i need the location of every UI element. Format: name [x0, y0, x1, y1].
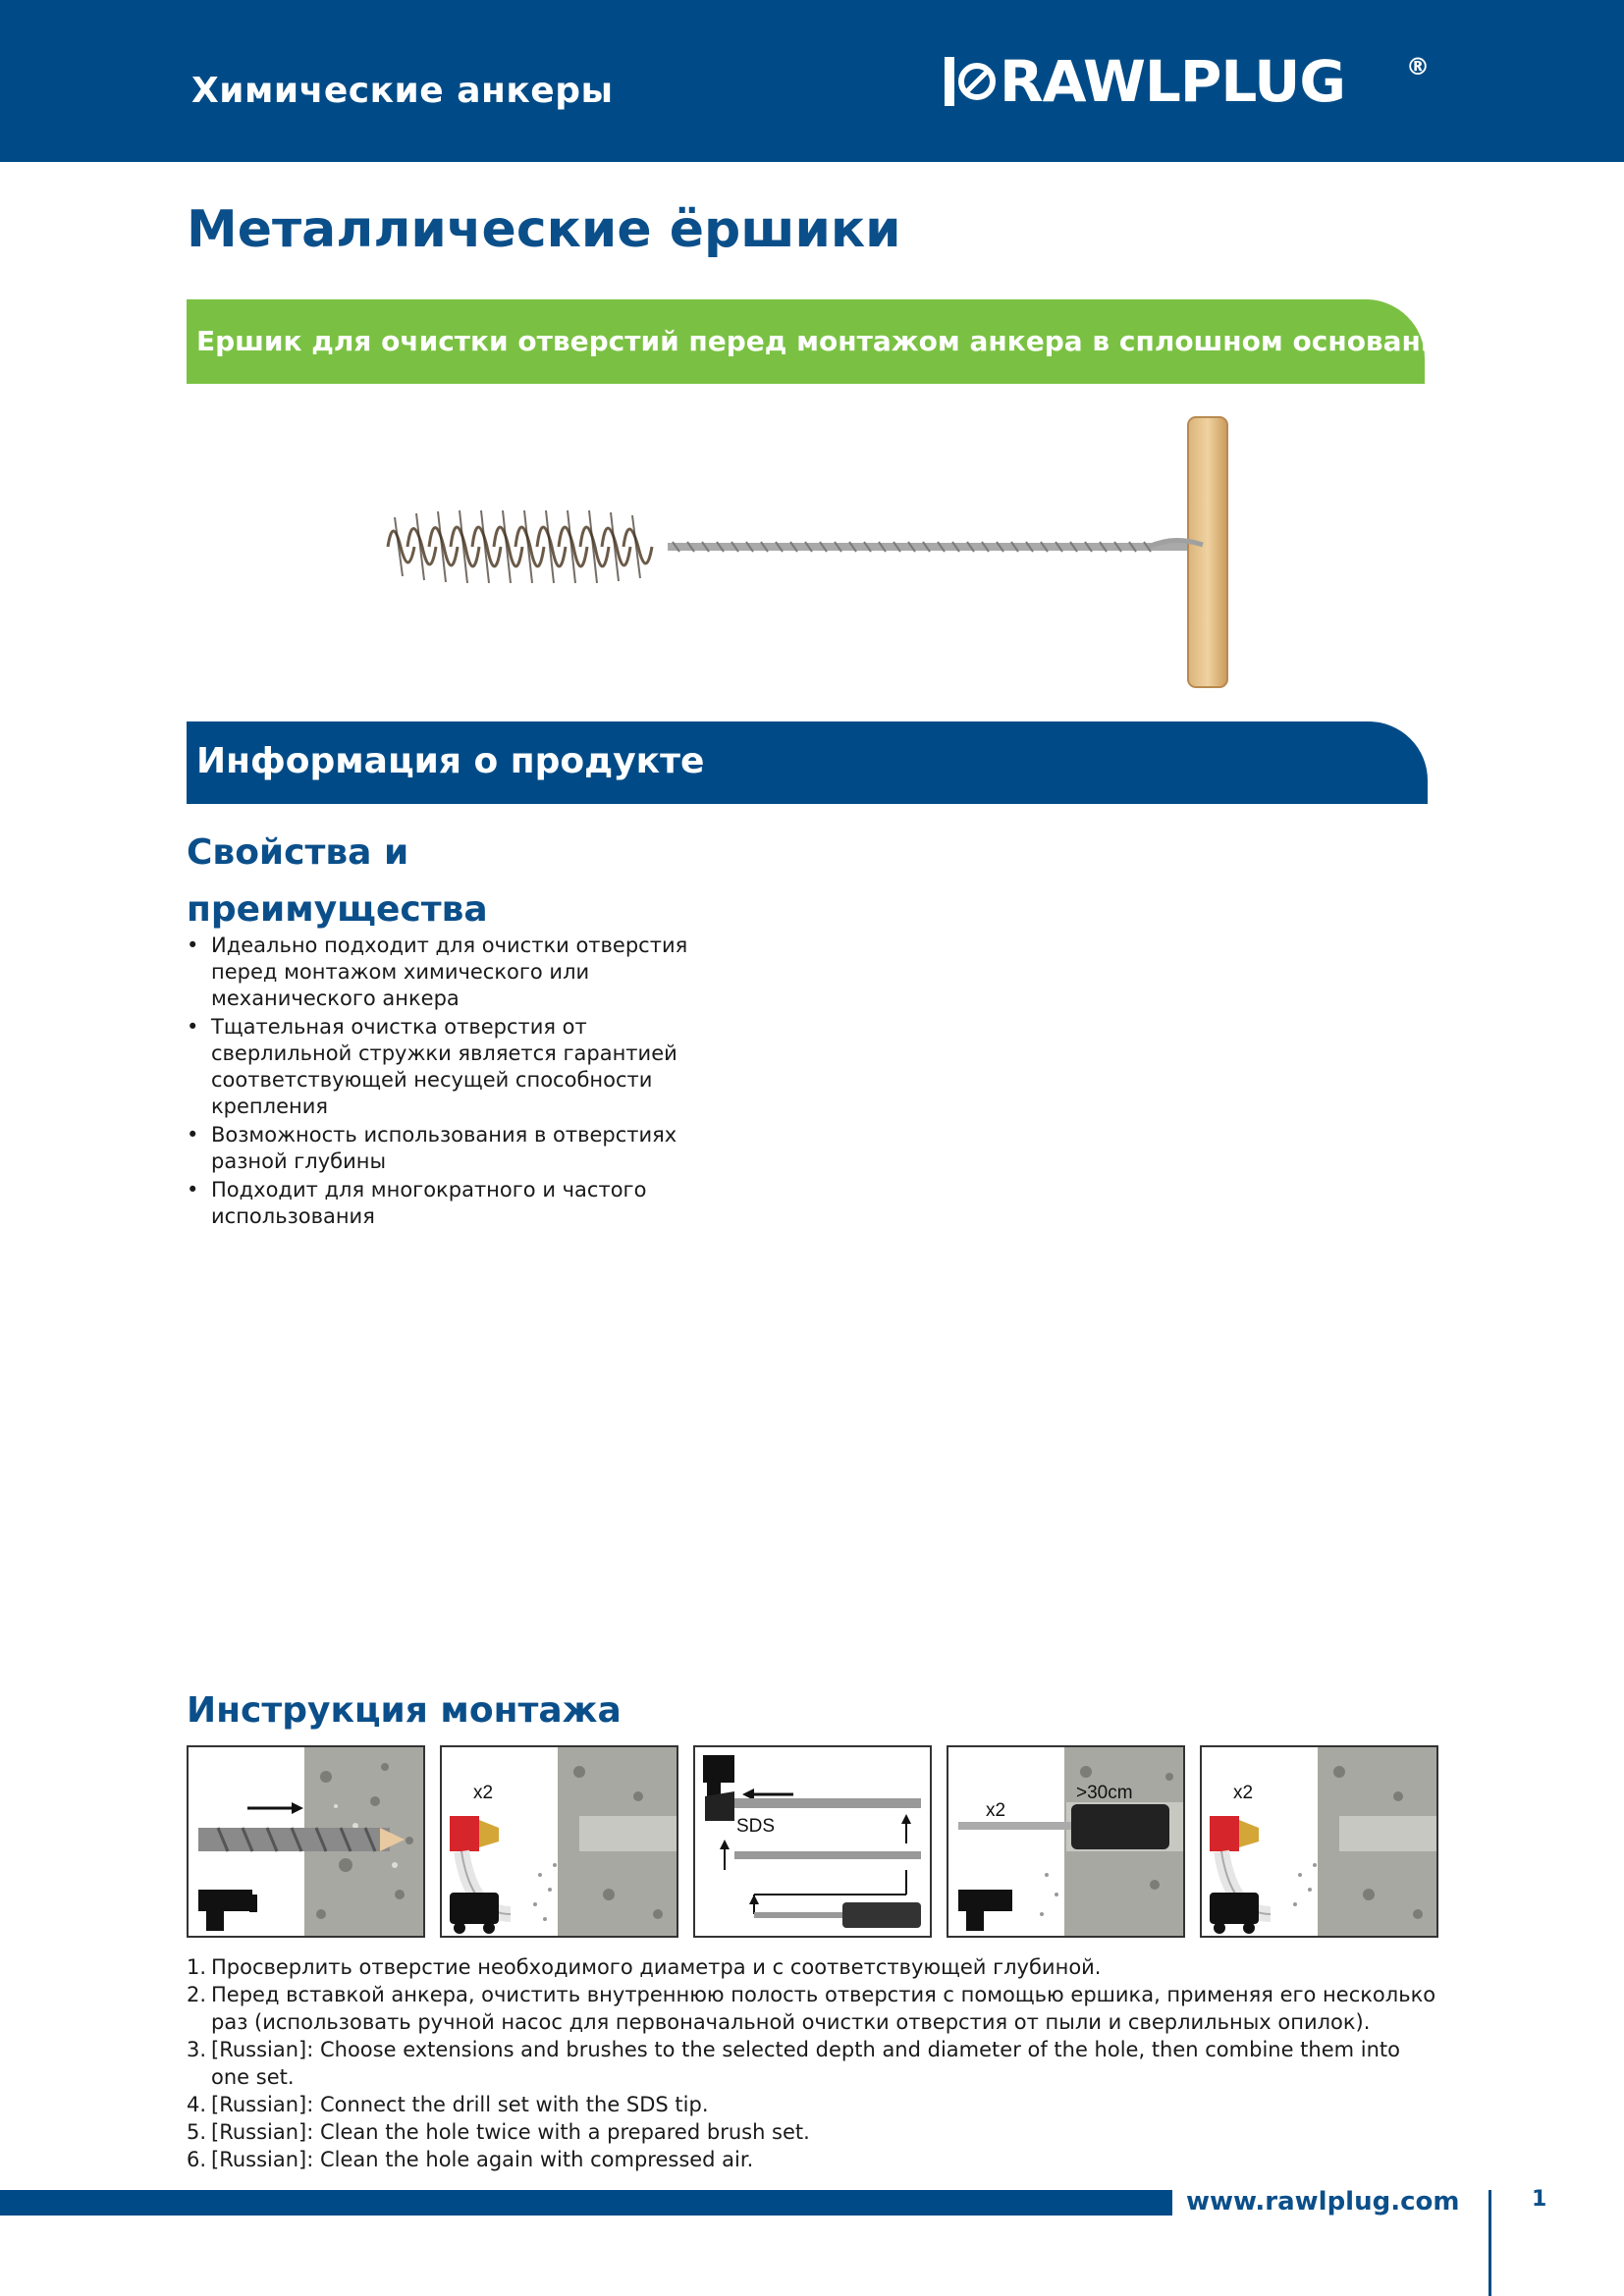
rawlplug-logo-mark-icon	[945, 57, 996, 106]
step-4-multiplier: x2	[986, 1800, 1006, 1821]
step-2-multiplier: x2	[473, 1783, 494, 1803]
instruction-step	[187, 2036, 1438, 2091]
installation-steps-list	[187, 1953, 1438, 2173]
feature-item: • Тщательная очистка отверстия от сверлильной стружки является гарантией соответствующей несущей способности крепления	[187, 1014, 697, 1120]
step-number: 6.	[187, 2148, 207, 2171]
step-number: 2.	[187, 1983, 207, 2006]
step-text: [Russian]: Clean the hole twice with a prepared brush set.	[211, 2120, 810, 2144]
brand-name: RAWLPLUG	[1000, 48, 1345, 115]
instruction-step	[187, 2146, 1438, 2173]
step-text: [Russian]: Choose extensions and brushes to the selected depth and diameter of the hole, then combine them into one set.	[211, 2038, 1401, 2089]
sds-extension-assembly-icon	[695, 1747, 930, 1936]
product-info-title: Информация о продукте	[196, 741, 705, 781]
sds-label: SDS	[736, 1816, 776, 1837]
page-title: Металлические ёршики	[187, 200, 901, 259]
features-list	[187, 933, 697, 1232]
instruction-step	[187, 1981, 1438, 2036]
drill-hole-icon	[189, 1747, 423, 1936]
features-heading: Свойства и преимущества	[187, 832, 488, 930]
step-text: Просверлить отверстие необходимого диаметра и с соответствующей глубиной.	[211, 1955, 1102, 1979]
product-image	[373, 407, 1247, 702]
step-number: 1.	[187, 1955, 207, 1979]
product-info-band	[187, 721, 1428, 804]
feature-item: • Подходит для многократного и частого использования	[187, 1177, 697, 1230]
instruction-step	[187, 1953, 1438, 1981]
step-text: [Russian]: Clean the hole again with compressed air.	[211, 2148, 754, 2171]
step-image-1	[187, 1745, 425, 1938]
feature-item: • Идеально подходит для очистки отверстия перед монтажом химического или механического анкера	[187, 933, 697, 1012]
air-pump-blow-icon	[442, 1747, 677, 1936]
step-5-multiplier: x2	[1233, 1783, 1254, 1803]
footer-divider	[1489, 2190, 1491, 2296]
step-image-3	[693, 1745, 932, 1938]
footer-bar	[0, 2190, 1172, 2216]
section-title: Химические анкеры	[191, 71, 614, 111]
registered-mark: ®	[1406, 53, 1430, 80]
step-image-5	[1200, 1745, 1438, 1938]
step-text: Перед вставкой анкера, очистить внутреннюю полость отверстия с помощью ершика, применяя его несколько раз (использовать ручной насос для первоначальной очистки отверстия от пыли и сверлильных опилок).	[211, 1983, 1436, 2034]
step-number: 4.	[187, 2093, 207, 2116]
air-pump-blow-icon	[1202, 1747, 1436, 1936]
feature-item: • Возможность использования в отверстиях разной глубины	[187, 1122, 697, 1175]
page-number: 1	[1532, 2187, 1547, 2212]
rawlplug-logo	[945, 48, 1435, 115]
instruction-step	[187, 2091, 1438, 2118]
brush-clean-icon	[948, 1747, 1183, 1936]
subtitle-band	[187, 299, 1460, 384]
step-number: 5.	[187, 2120, 207, 2144]
step-text: [Russian]: Connect the drill set with the SDS tip.	[211, 2093, 709, 2116]
step-image-2	[440, 1745, 678, 1938]
step-image-4	[947, 1745, 1185, 1938]
step-4-depth: >30cm	[1076, 1783, 1133, 1803]
page-header	[0, 0, 1624, 162]
footer-website-link[interactable]: www.rawlplug.com	[1186, 2187, 1460, 2216]
installation-heading: Инструкция монтажа	[187, 1690, 622, 1731]
installation-steps-images	[187, 1745, 1438, 1940]
wire-brush-icon	[373, 407, 1247, 702]
step-number: 3.	[187, 2038, 207, 2061]
subtitle-text: Ершик для очистки отверстий перед монтажом анкера в сплошном основании	[196, 325, 1460, 357]
instruction-step	[187, 2118, 1438, 2146]
